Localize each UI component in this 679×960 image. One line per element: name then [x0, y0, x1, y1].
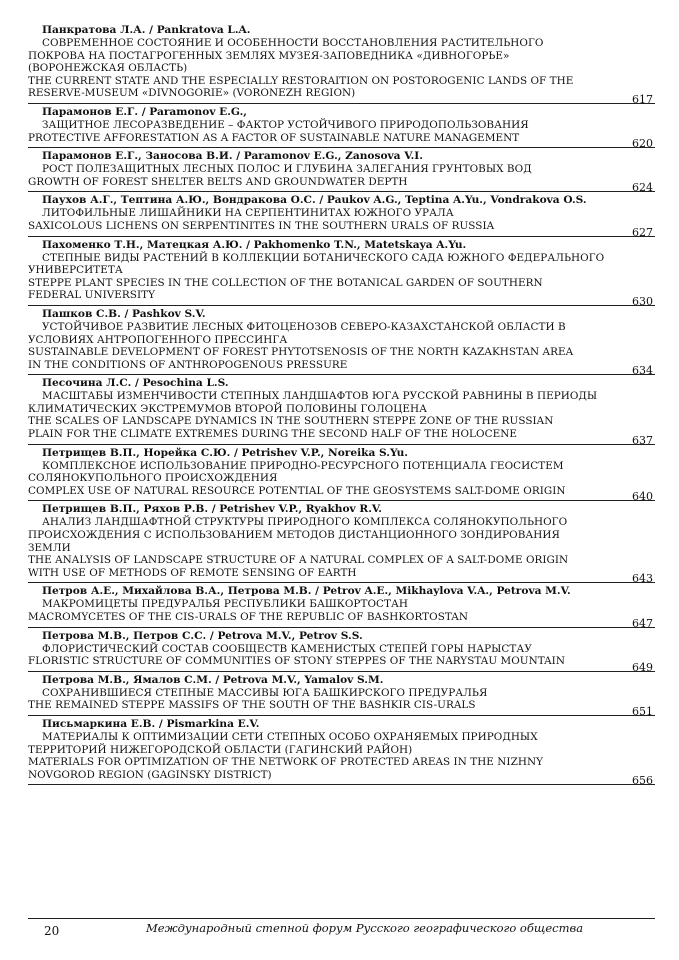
entry-title-line: КОМПЛЕКСНОЕ ИСПОЛЬЗОВАНИЕ ПРИРОДНО-РЕСУРСНОГО ПОТЕНЦИАЛА ГЕОСИСТЕМ [42, 459, 564, 472]
toc-entry [28, 192, 655, 239]
footer-page-number: 20 [44, 924, 60, 938]
entry-authors: Парамонов Е.Г., Заносова В.И. / Paramonov E.G., Zanosova V.I. [42, 150, 423, 163]
toc-entry [28, 148, 655, 195]
entry-title-line: СОЛЯНОКУПОЛЬНОГО ПРОИСХОЖДЕНИЯ [28, 472, 278, 485]
entry-authors: Паухов А.Г., Тептина А.Ю., Вондракова О.С. / Paukov A.G., Teptina A.Yu., Vondrakova O.S. [42, 194, 587, 207]
footer-rule [28, 918, 655, 919]
entry-authors: Панкратова Л.А. / Pankratova L.A. [42, 24, 251, 36]
toc-entry [28, 22, 655, 104]
toc-entry [28, 583, 655, 630]
entry-title-line: SAXICOLOUS LICHENS ON SERPENTINITES IN THE SOUTHERN URALS OF RUSSIA [28, 219, 495, 232]
toc-entry [28, 306, 655, 378]
entry-title-line: (ВОРОНЕЖСКАЯ ОБЛАСТЬ) [28, 62, 188, 75]
toc-entry [28, 501, 655, 586]
entry-title-line: MATERIALS FOR OPTIMIZATION OF THE NETWORK OF PROTECTED AREAS IN THE NIZHNY [28, 756, 544, 769]
entry-authors: Петрищев В.П., Ряхов Р.В. / Petrishev V.P., Ryakhov R.V. [42, 503, 382, 516]
toc-entry [28, 104, 655, 151]
entry-title-line: PLAIN FOR THE CLIMATE EXTREMES DURING THE SECOND HALF OF THE HOLOCENE [28, 428, 517, 441]
entry-page-number: 630 [632, 294, 653, 308]
entry-title-line: WITH USE OF METHODS OF REMOTE SENSING OF EARTH [28, 566, 357, 579]
entry-title-line: СОХРАНИВШИЕСЯ СТЕПНЫЕ МАССИВЫ ЮГА БАШКИРСКОГО ПРЕДУРАЛЬЯ [42, 686, 488, 699]
entry-title-line: PROTECTIVE AFFORESTATION AS A FACTOR OF SUSTAINABLE NATURE MANAGEMENT [28, 131, 520, 144]
toc-entry [28, 445, 655, 502]
entry-title-line: ПОКРОВА НА ПОСТАГРОГЕННЫХ ЗЕМЛЯХ МУЗЕЯ-ЗАПОВЕДНИКА «ДИВНОГОРЬЕ» [28, 49, 510, 62]
entry-title-line: ЗАЩИТНОЕ ЛЕСОРАЗВЕДЕНИЕ – ФАКТОР УСТОЙЧИВОГО ПРИРОДОПОЛЬЗОВАНИЯ [42, 118, 529, 131]
entry-title-line: ПРОИСХОЖДЕНИЯ С ИСПОЛЬЗОВАНИЕМ МЕТОДОВ ДИСТАНЦИОННОГО ЗОНДИРОВАНИЯ [28, 529, 560, 542]
toc-entry [28, 628, 655, 672]
entry-title-line: УНИВЕРСИТЕТА [28, 264, 123, 277]
entry-authors: Пашков С.В. / Pashkov S.V. [42, 307, 206, 320]
entry-title-line: МАСШТАБЫ ИЗМЕНЧИВОСТИ СТЕПНЫХ ЛАНДШАФТОВ ЮГА РУССКОЙ РАВНИНЫ В ПЕРИОДЫ [42, 390, 598, 403]
toc-entry [28, 716, 655, 788]
table-of-contents [28, 22, 655, 788]
entry-title-line: THE SCALES OF LANDSCAPE DYNAMICS IN THE SOUTHERN STEPPE ZONE OF THE RUSSIAN [28, 415, 554, 428]
entry-title-line: СТЕПНЫЕ ВИДЫ РАСТЕНИЙ В КОЛЛЕКЦИИ БОТАНИЧЕСКОГО САДА ЮЖНОГО ФЕДЕРАЛЬНОГО [42, 251, 605, 264]
entry-title-line: SUSTAINABLE DEVELOPMENT OF FOREST PHYTOTSENOSIS OF THE NORTH KAZAKHSTAN AREA [28, 346, 574, 359]
entry-authors: Песочина Л.С. / Pesochina L.S. [42, 377, 229, 390]
entry-page-number: 647 [632, 616, 653, 630]
entry-title-line: МАКРОМИЦЕТЫ ПРЕДУРАЛЬЯ РЕСПУБЛИКИ БАШКОРТОСТАН [42, 598, 409, 611]
entry-page-number: 620 [632, 137, 653, 151]
entry-title-line: КЛИМАТИЧЕСКИХ ЭКСТРЕМУМОВ ВТОРОЙ ПОЛОВИНЫ ГОЛОЦЕНА [28, 402, 428, 415]
entry-title-line: МАТЕРИАЛЫ К ОПТИМИЗАЦИИ СЕТИ СТЕПНЫХ ОСОБО ОХРАНЯЕМЫХ ПРИРОДНЫХ [42, 730, 538, 743]
entry-page-number: 627 [632, 225, 653, 239]
entry-title-line: ЛИТОФИЛЬНЫЕ ЛИШАЙНИКИ НА СЕРПЕНТИНИТАХ ЮЖНОГО УРАЛА [42, 207, 454, 220]
entry-title-line: THE REMAINED STEPPE MASSIFS OF THE SOUTH OF THE BASHKIR CIS-URALS [28, 699, 476, 712]
entry-title-line: MACROMYCETES OF THE CIS-URALS OF THE REPUBLIC OF BASHKORTOSTAN [28, 611, 468, 623]
entry-page-number: 643 [632, 572, 653, 586]
entry-authors: Письмаркина Е.В. / Pismarkina E.V. [42, 717, 260, 730]
entry-title-line: GROWTH OF FOREST SHELTER BELTS AND GROUNDWATER DEPTH [28, 175, 408, 188]
toc-entry [28, 237, 655, 306]
entry-title-line: COMPLEX USE OF NATURAL RESOURCE POTENTIAL OF THE GEOSYSTEMS SALT-DOME ORIGIN [28, 484, 566, 497]
entry-page-number: 634 [632, 364, 653, 378]
entry-authors: Петрова М.В., Ямалов С.М. / Petrova M.V., Yamalov S.M. [42, 673, 384, 686]
entry-title-line: STEPPE PLANT SPECIES IN THE COLLECTION OF THE BOTANICAL GARDEN OF SOUTHERN [28, 276, 543, 289]
entry-authors: Парамонов Е.Г. / Paramonov E.G., [42, 105, 247, 118]
entry-page-number: 617 [632, 92, 653, 106]
entry-title-line: СОВРЕМЕННОЕ СОСТОЯНИЕ И ОСОБЕННОСТИ ВОССТАНОВЛЕНИЯ РАСТИТЕЛЬНОГО [42, 37, 544, 49]
entry-page-number: 640 [632, 490, 653, 504]
entry-title-line: ЗЕМЛИ [28, 541, 71, 554]
footer-title: Международный степной форум Русского географического общества [146, 921, 584, 935]
entry-authors: Петрищев В.П., Норейка С.Ю. / Petrishev V.P., Noreika S.Yu. [42, 446, 408, 459]
entry-page-number: 651 [632, 704, 653, 718]
entry-page-number: 624 [632, 181, 653, 195]
entry-title-line: РОСТ ПОЛЕЗАЩИТНЫХ ЛЕСНЫХ ПОЛОС И ГЛУБИНА ЗАЛЕГАНИЯ ГРУНТОВЫХ ВОД [42, 163, 532, 176]
toc-entry [28, 672, 655, 716]
entry-page-number: 637 [632, 433, 653, 447]
entry-page-number: 656 [632, 774, 653, 788]
entry-authors: Пахоменко Т.Н., Матецкая А.Ю. / Pakhomenko T.N., Matetskaya A.Yu. [42, 238, 467, 251]
entry-title-line: ТЕРРИТОРИЙ НИЖЕГОРОДСКОЙ ОБЛАСТИ (ГАГИНСКИЙ РАЙОН) [28, 743, 413, 756]
entry-title-line: IN THE CONDITIONS OF ANTHROPOGENOUS PRESSURE [28, 358, 348, 371]
entry-title-line: АНАЛИЗ ЛАНДШАФТНОЙ СТРУКТУРЫ ПРИРОДНОГО КОМПЛЕКСА СОЛЯНОКУПОЛЬНОГО [42, 516, 568, 529]
entry-title-line: THE CURRENT STATE AND THE ESPECIALLY RESTORAITION ON POSTOROGENIC LANDS OF THE [28, 74, 574, 87]
entry-page-number: 649 [632, 660, 653, 674]
entry-title-line: NOVGOROD REGION (GAGINSKY DISTRICT) [28, 768, 272, 781]
entry-authors: Петров А.Е., Михайлова В.А., Петрова М.В. / Petrov A.E., Mikhaylova V.A., Petrova M.V. [42, 585, 571, 598]
toc-entry [28, 375, 655, 447]
entry-title-line: FLORISTIC STRUCTURE OF COMMUNITIES OF STONY STEPPES OF THE NARYSTAU MOUNTAIN [28, 655, 565, 668]
entry-title-line: FEDERAL UNIVERSITY [28, 289, 156, 302]
entry-title-line: THE ANALYSIS OF LANDSCAPE STRUCTURE OF A NATURAL COMPLEX OF A SALT-DOME ORIGIN [28, 554, 569, 567]
entry-title-line: УСТОЙЧИВОЕ РАЗВИТИЕ ЛЕСНЫХ ФИТОЦЕНОЗОВ СЕВЕРО-КАЗАХСТАНСКОЙ ОБЛАСТИ В [42, 320, 566, 333]
entry-title-line: RESERVE-MUSEUM «DIVNOGORIE» (VORONEZH REGION) [28, 87, 356, 100]
entry-title-line: ФЛОРИСТИЧЕСКИЙ СОСТАВ СООБЩЕСТВ КАМЕНИСТЫХ СТЕПЕЙ ГОРЫ НАРЫСТАУ [42, 642, 532, 655]
entry-authors: Петрова М.В., Петров С.С. / Petrova M.V., Petrov S.S. [42, 629, 363, 642]
entry-title-line: УСЛОВИЯХ АНТРОПОГЕННОГО ПРЕССИНГА [28, 333, 288, 346]
